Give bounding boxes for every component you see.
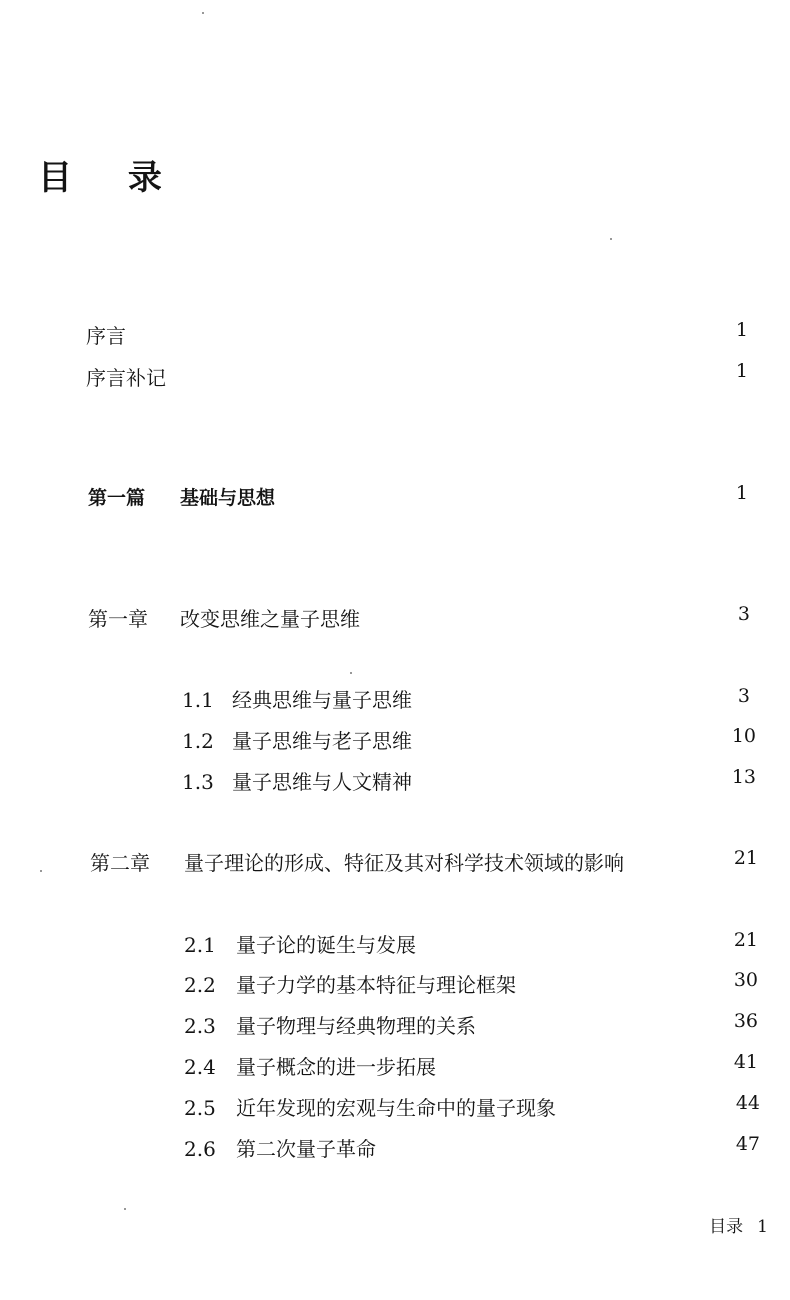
scan-speck — [124, 1208, 126, 1210]
toc-entry-title: 量子思维与老子思维 — [232, 729, 412, 753]
toc-entry-title: 量子概念的进一步拓展 — [236, 1055, 436, 1079]
footer-page-number: 1 — [757, 1217, 768, 1237]
toc-entry-title: 改变思维之量子思维 — [180, 607, 360, 631]
toc-entry-page: 10 — [731, 725, 756, 747]
toc-entry-page: 44 — [735, 1092, 760, 1114]
toc-entry-title: 基础与思想 — [180, 487, 276, 509]
scan-speck — [350, 672, 352, 674]
toc-entry-page: 3 — [737, 603, 750, 625]
toc-entry-number: 2.4 — [184, 1055, 216, 1079]
toc-entry-section-2-2[interactable] — [184, 971, 516, 999]
scan-speck — [202, 12, 204, 14]
toc-entry-number: 第二章 — [90, 851, 150, 875]
toc-entry-title: 经典思维与量子思维 — [232, 688, 412, 712]
toc-entry-number: 第一篇 — [88, 487, 146, 509]
toc-entry-page: 21 — [733, 929, 758, 951]
toc-entry-page: 3 — [737, 685, 750, 707]
toc-entry-section-1-1[interactable] — [182, 686, 412, 714]
toc-entry-page: 1 — [735, 319, 748, 341]
toc-entry-number: 2.5 — [184, 1096, 216, 1120]
toc-entry-number: 2.3 — [184, 1014, 216, 1038]
toc-entry-chapter-1[interactable] — [88, 605, 360, 633]
toc-entry-chapter-2[interactable] — [90, 849, 624, 877]
running-footer — [709, 1212, 768, 1237]
toc-entry-preface[interactable] — [86, 322, 126, 350]
toc-entry-page: 30 — [733, 969, 758, 991]
toc-entry-title: 量子思维与人文精神 — [232, 770, 412, 794]
toc-entry-section-2-4[interactable] — [184, 1053, 436, 1081]
scan-speck — [40, 870, 42, 872]
toc-entry-page: 13 — [731, 766, 756, 788]
toc-entry-preface-addendum[interactable] — [86, 364, 166, 392]
page-title: 目 录 — [38, 158, 184, 198]
footer-label: 目录 — [709, 1217, 744, 1237]
toc-entry-part-1[interactable] — [88, 483, 275, 512]
toc-entry-number: 1.2 — [182, 729, 214, 753]
toc-entry-section-1-3[interactable] — [182, 768, 412, 796]
toc-entry-page: 47 — [735, 1133, 760, 1155]
scan-speck — [610, 238, 612, 240]
toc-entry-title: 近年发现的宏观与生命中的量子现象 — [236, 1096, 556, 1120]
toc-entry-page: 41 — [733, 1051, 758, 1073]
toc-entry-page: 36 — [733, 1010, 758, 1032]
toc-entry-page: 21 — [733, 847, 758, 869]
toc-entry-title: 量子物理与经典物理的关系 — [236, 1014, 476, 1038]
toc-entry-number: 1.3 — [182, 770, 214, 794]
toc-entry-section-2-5[interactable] — [184, 1094, 556, 1122]
toc-entry-title: 量子力学的基本特征与理论框架 — [236, 973, 516, 997]
toc-entry-section-2-6[interactable] — [184, 1135, 376, 1163]
toc-entry-section-2-1[interactable] — [184, 931, 416, 959]
toc-entry-number: 2.1 — [184, 933, 216, 957]
toc-entry-title: 量子论的诞生与发展 — [236, 933, 416, 957]
toc-entry-section-1-2[interactable] — [182, 727, 412, 755]
toc-entry-page: 1 — [735, 360, 748, 382]
toc-entry-title: 序言补记 — [86, 366, 166, 390]
toc-entry-title: 第二次量子革命 — [236, 1137, 376, 1161]
toc-entry-section-2-3[interactable] — [184, 1012, 476, 1040]
toc-entry-number: 1.1 — [182, 688, 214, 712]
toc-entry-number: 第一章 — [88, 607, 148, 631]
toc-entry-number: 2.6 — [184, 1137, 216, 1161]
toc-entry-title: 序言 — [86, 324, 126, 348]
toc-entry-page: 1 — [735, 482, 748, 504]
toc-entry-number: 2.2 — [184, 973, 216, 997]
toc-entry-title: 量子理论的形成、特征及其对科学技术领域的影响 — [184, 851, 624, 875]
